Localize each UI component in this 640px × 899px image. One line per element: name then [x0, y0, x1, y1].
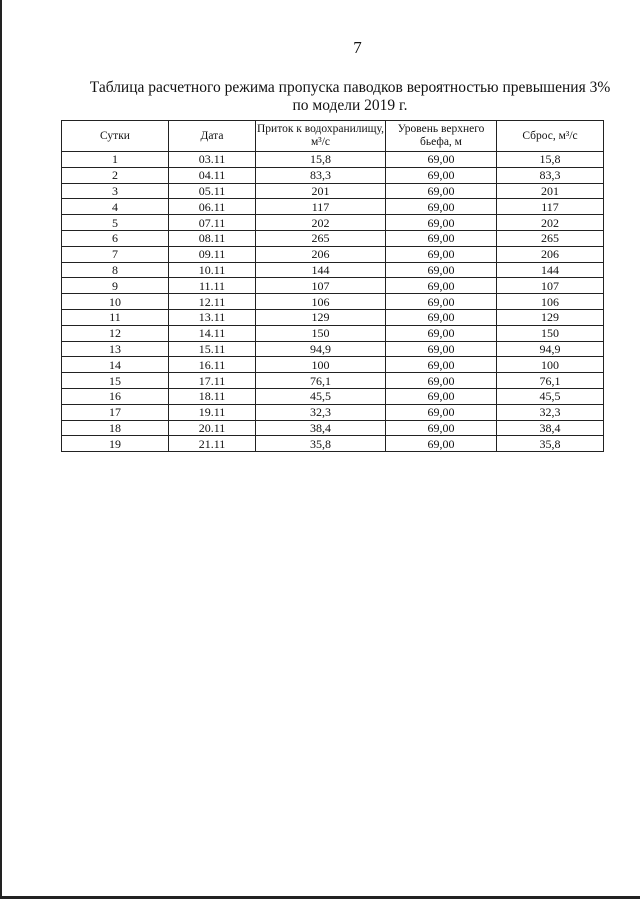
cell-level: 69,00 [386, 357, 497, 373]
cell-level: 69,00 [386, 436, 497, 452]
table-row [62, 167, 604, 183]
table-row [62, 294, 604, 310]
cell-date: 04.11 [169, 167, 256, 183]
scan-edge-left [0, 0, 2, 899]
cell-inflow: 117 [256, 199, 386, 215]
cell-discharge: 201 [497, 183, 604, 199]
flood-regime-table [61, 120, 604, 452]
document-title [80, 79, 620, 115]
table-row [62, 420, 604, 436]
cell-date: 21.11 [169, 436, 256, 452]
cell-day: 9 [62, 278, 169, 294]
cell-inflow: 107 [256, 278, 386, 294]
cell-date: 03.11 [169, 152, 256, 168]
cell-level: 69,00 [386, 294, 497, 310]
table-row [62, 341, 604, 357]
table-row [62, 199, 604, 215]
table-row [62, 357, 604, 373]
cell-discharge: 38,4 [497, 420, 604, 436]
header-date: Дата [169, 121, 256, 152]
cell-date: 11.11 [169, 278, 256, 294]
table-row [62, 246, 604, 262]
cell-day: 17 [62, 404, 169, 420]
cell-level: 69,00 [386, 278, 497, 294]
cell-level: 69,00 [386, 341, 497, 357]
cell-date: 17.11 [169, 373, 256, 389]
cell-discharge: 107 [497, 278, 604, 294]
table-row [62, 230, 604, 246]
cell-inflow: 15,8 [256, 152, 386, 168]
cell-day: 13 [62, 341, 169, 357]
cell-date: 19.11 [169, 404, 256, 420]
cell-day: 3 [62, 183, 169, 199]
page-number: 7 [353, 38, 362, 57]
header-day: Сутки [62, 121, 169, 152]
cell-inflow: 83,3 [256, 167, 386, 183]
cell-day: 12 [62, 325, 169, 341]
cell-inflow: 144 [256, 262, 386, 278]
cell-day: 15 [62, 373, 169, 389]
cell-date: 18.11 [169, 388, 256, 404]
cell-discharge: 117 [497, 199, 604, 215]
cell-discharge: 206 [497, 246, 604, 262]
cell-level: 69,00 [386, 388, 497, 404]
cell-discharge: 15,8 [497, 152, 604, 168]
table-row [62, 373, 604, 389]
cell-discharge: 35,8 [497, 436, 604, 452]
cell-date: 06.11 [169, 199, 256, 215]
cell-date: 10.11 [169, 262, 256, 278]
table-row [62, 436, 604, 452]
cell-inflow: 202 [256, 215, 386, 231]
table-row [62, 309, 604, 325]
cell-discharge: 202 [497, 215, 604, 231]
cell-date: 20.11 [169, 420, 256, 436]
cell-day: 16 [62, 388, 169, 404]
cell-discharge: 100 [497, 357, 604, 373]
cell-inflow: 265 [256, 230, 386, 246]
table-row [62, 183, 604, 199]
cell-inflow: 129 [256, 309, 386, 325]
table-row [62, 262, 604, 278]
table-row [62, 152, 604, 168]
cell-date: 08.11 [169, 230, 256, 246]
table-row [62, 215, 604, 231]
cell-level: 69,00 [386, 230, 497, 246]
cell-level: 69,00 [386, 215, 497, 231]
cell-day: 4 [62, 199, 169, 215]
cell-inflow: 150 [256, 325, 386, 341]
table-row [62, 404, 604, 420]
cell-level: 69,00 [386, 183, 497, 199]
cell-date: 12.11 [169, 294, 256, 310]
cell-level: 69,00 [386, 404, 497, 420]
cell-inflow: 201 [256, 183, 386, 199]
cell-date: 16.11 [169, 357, 256, 373]
table-header-row [62, 121, 604, 152]
cell-inflow: 76,1 [256, 373, 386, 389]
cell-discharge: 76,1 [497, 373, 604, 389]
cell-day: 5 [62, 215, 169, 231]
cell-day: 19 [62, 436, 169, 452]
cell-level: 69,00 [386, 246, 497, 262]
cell-inflow: 100 [256, 357, 386, 373]
cell-inflow: 206 [256, 246, 386, 262]
cell-day: 6 [62, 230, 169, 246]
cell-discharge: 94,9 [497, 341, 604, 357]
cell-inflow: 45,5 [256, 388, 386, 404]
cell-day: 1 [62, 152, 169, 168]
cell-level: 69,00 [386, 309, 497, 325]
cell-discharge: 144 [497, 262, 604, 278]
cell-inflow: 38,4 [256, 420, 386, 436]
cell-discharge: 129 [497, 309, 604, 325]
cell-day: 2 [62, 167, 169, 183]
cell-day: 8 [62, 262, 169, 278]
cell-date: 05.11 [169, 183, 256, 199]
cell-level: 69,00 [386, 420, 497, 436]
table-body [62, 152, 604, 452]
cell-level: 69,00 [386, 262, 497, 278]
cell-inflow: 32,3 [256, 404, 386, 420]
title-line-1: Таблица расчетного режима пропуска паводков вероятностью превышения 3% [89, 79, 611, 96]
cell-day: 11 [62, 309, 169, 325]
cell-level: 69,00 [386, 167, 497, 183]
cell-day: 10 [62, 294, 169, 310]
header-discharge: Сброс, м³/с [497, 121, 604, 152]
cell-date: 13.11 [169, 309, 256, 325]
cell-discharge: 150 [497, 325, 604, 341]
table-row [62, 325, 604, 341]
title-line-2: по модели 2019 г. [292, 97, 408, 114]
cell-level: 69,00 [386, 373, 497, 389]
cell-discharge: 32,3 [497, 404, 604, 420]
header-level: Уровень верхнего бьефа, м [386, 121, 497, 152]
cell-inflow: 35,8 [256, 436, 386, 452]
cell-day: 14 [62, 357, 169, 373]
cell-day: 7 [62, 246, 169, 262]
cell-date: 15.11 [169, 341, 256, 357]
table-row [62, 388, 604, 404]
cell-inflow: 106 [256, 294, 386, 310]
cell-level: 69,00 [386, 199, 497, 215]
cell-level: 69,00 [386, 152, 497, 168]
cell-date: 07.11 [169, 215, 256, 231]
cell-date: 14.11 [169, 325, 256, 341]
table-row [62, 278, 604, 294]
cell-discharge: 265 [497, 230, 604, 246]
cell-level: 69,00 [386, 325, 497, 341]
cell-discharge: 106 [497, 294, 604, 310]
cell-inflow: 94,9 [256, 341, 386, 357]
cell-date: 09.11 [169, 246, 256, 262]
cell-day: 18 [62, 420, 169, 436]
cell-discharge: 45,5 [497, 388, 604, 404]
header-inflow: Приток к водохранилищу, м³/с [256, 121, 386, 152]
cell-discharge: 83,3 [497, 167, 604, 183]
